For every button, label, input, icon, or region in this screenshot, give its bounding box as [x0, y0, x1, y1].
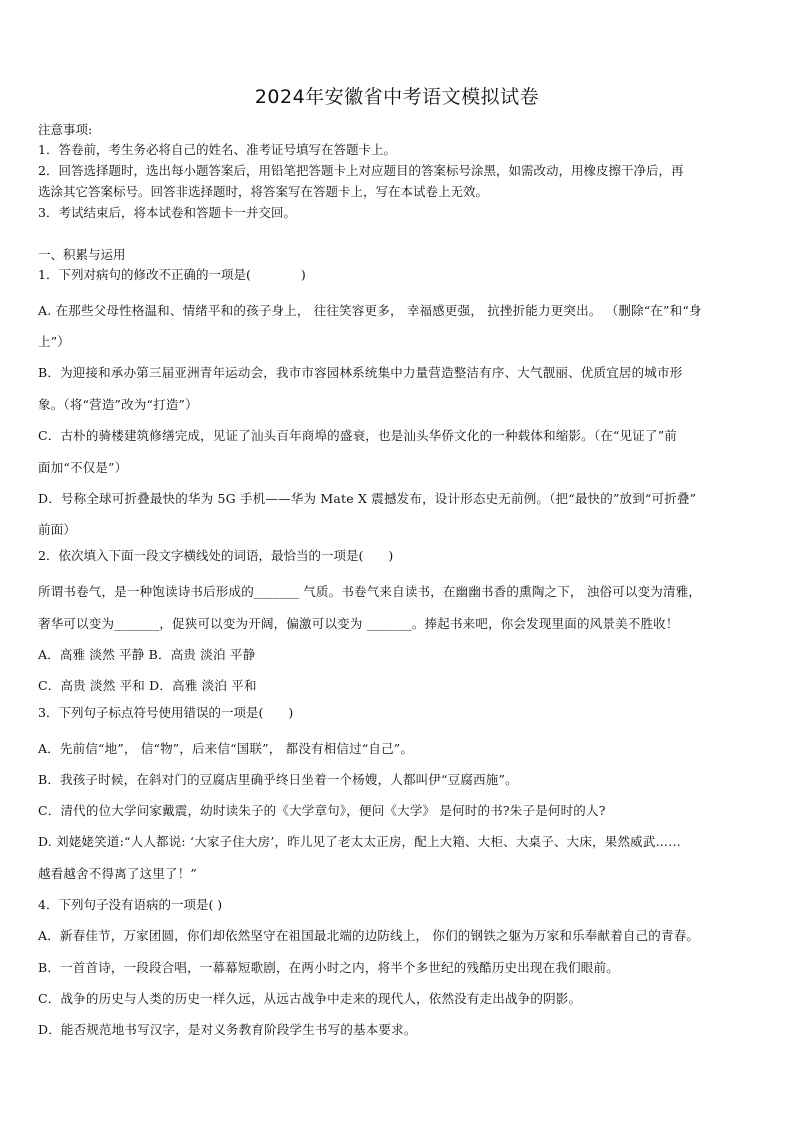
section-heading: 一、积累与运用	[38, 247, 126, 262]
question-1-option-b: B．为迎接和承办第三届亚洲青年运动会，我市市容园林系统集中力量营造整洁有序、大气靓丽、优质宜居的城市形	[38, 365, 683, 380]
question-1-option-c: C．古朴的骑楼建筑修缮完成，见证了汕头百年商埠的盛衰，也是汕头华侨文化的一种载体和缩影。（在“见证了”前	[38, 428, 677, 443]
question-4-option-d: D．能否规范地书写汉字，是对义务教育阶段学生书写的基本要求。	[38, 1022, 417, 1037]
question-4-option-c: C．战争的历史与人类的历史一样久远，从远古战争中走来的现代人，依然没有走出战争的阴影。	[38, 991, 582, 1006]
notes-heading: 注意事项:	[38, 122, 93, 137]
question-3-option-c: C．清代的位大学问家戴震，幼时读朱子的《大学章句》，便问《大学》 是何时的书?朱子是何时的人?	[38, 803, 606, 818]
note-line: 1．答卷前，考生务必将自己的姓名、准考证号填写在答题卡上。	[38, 142, 396, 157]
question-3-stem: 3．下列句子标点符号使用错误的一项是( )	[38, 705, 294, 720]
note-line: 选涂其它答案标号。回答非选择题时，将答案写在答题卡上，写在本试卷上无效。	[38, 184, 489, 199]
page-title: 2024年安徽省中考语文模拟试卷	[254, 86, 540, 108]
note-line: 2．回答选择题时，选出每小题答案后，用铅笔把答题卡上对应题目的答案标号涂黑，如需改动，用橡皮擦干净后，再	[38, 163, 684, 178]
question-1-option-a: A. 在那些父母性格温和、情绪平和的孩子身上， 往往笑容更多， 幸福感更强， 抗挫折能力更突出。 （删除“在”和“身	[38, 303, 702, 318]
question-1-stem: 1．下列对病句的修改不正确的一项是( )	[38, 267, 306, 282]
note-line: 3．考试结束后，将本试卷和答题卡一并交回。	[38, 205, 296, 220]
question-2-stem: 2．依次填入下面一段文字横线处的词语，最恰当的一项是( )	[38, 548, 394, 563]
question-3-option-d-cont: 越看越舍不得离了这里了！”	[38, 866, 197, 881]
question-2-passage: 所谓书卷气，是一种饱读诗书后形成的_______ 气质。书卷气来自读书，在幽幽书香的熏陶之下， 浊俗可以变为清雅，	[38, 584, 702, 599]
question-3-option-b: B．我孩子时候，在斜对门的豆腐店里确乎终日坐着一个杨嫂，人都叫伊“豆腐西施”。	[38, 772, 518, 787]
question-1-option-d-cont: 前面）	[38, 522, 77, 537]
question-1-option-c-cont: 面加“不仅是”）	[38, 460, 128, 475]
question-4-option-b: B．一首首诗，一段段合唱，一幕幕短歌剧，在两小时之内，将半个多世纪的残酷历史出现在我们眼前。	[38, 960, 619, 975]
question-2-passage-cont: 奢华可以变为_______，促狭可以变为开阔，偏激可以变为 _______。捧起书来吧，你会发现里面的风景美不胜收！	[38, 616, 679, 631]
question-1-option-b-cont: 象。（将“营造”改为“打造”）	[38, 397, 198, 412]
question-3-option-d: D. 刘姥姥笑道:“人人都说: ‘大家子住大房’，昨儿见了老太太正房，配上大箱、大柜、大桌子、大床，果然威武……	[38, 834, 681, 849]
question-1-option-a-cont: 上”）	[38, 334, 70, 349]
question-1-option-d: D．号称全球可折叠最快的华为 5G 手机——华为 Mate X 震撼发布，设计形态史无前例。（把“最快的”放到“可折叠”	[38, 491, 697, 506]
question-3-option-a: A．先前信“地”， 信“物”，后来信“国联”， 都没有相信过“自己”。	[38, 741, 414, 756]
question-2-options-cd: C．高贵 淡然 平和 D．高雅 淡泊 平和	[38, 678, 257, 693]
question-4-option-a: A．新春佳节，万家团圆，你们却依然坚守在祖国最北端的边防线上， 你们的钢铁之躯为万家和乐奉献着自己的青春。	[38, 928, 700, 943]
question-2-options-ab: A．高雅 淡然 平静 B．高贵 淡泊 平静	[38, 647, 256, 662]
question-4-stem: 4．下列句子没有语病的一项是( )	[38, 897, 223, 912]
